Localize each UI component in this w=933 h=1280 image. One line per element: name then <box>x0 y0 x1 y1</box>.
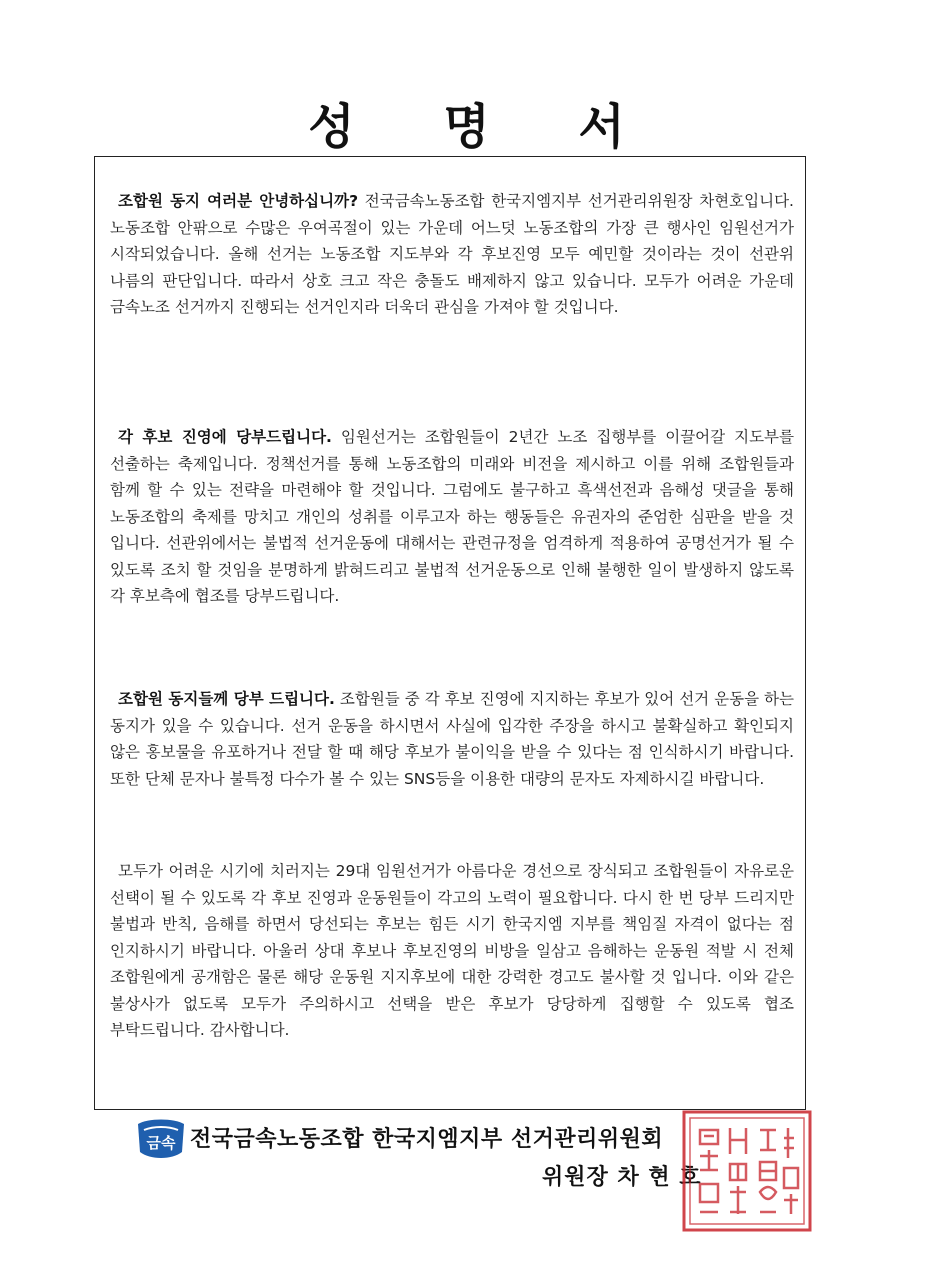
chair-title: 위원장 <box>542 1165 609 1190</box>
chair-name: 차 현 호 <box>617 1165 702 1190</box>
paragraph-lead: 조합원 동지들께 당부 드립니다. <box>118 690 335 708</box>
logo-text: 금속 <box>146 1134 176 1152</box>
document-title: 성 명 서 <box>308 99 661 155</box>
paragraph-members <box>110 686 794 792</box>
paragraph-body: 조합원들 중 각 후보 진영에 지지하는 후보가 있어 선거 운동을 하는 동지가 있을 수 있습니다. 선거 운동을 하시면서 사실에 입각한 주장을 하시고 불확실하고 확인되지 않은 홍보물을 유포하거나 전달 할 때 해당 후보가 불이익을 받을 수 있다는 점 인식하시기 바랍니다. 또한 단체 문자나 불특정 다수가 볼 수 있는 SNS등을 이용한 대량의 문자도 자제하시길 바랍니다. <box>110 690 794 788</box>
paragraph-closing <box>110 858 794 1044</box>
organization-name: 전국금속노동조합 한국지엠지부 선거관리위원회 <box>190 1127 664 1152</box>
metal-union-logo-icon <box>134 1116 188 1162</box>
paragraph-lead: 조합원 동지 여러분 안녕하십니까? <box>118 192 359 210</box>
paragraph-lead: 각 후보 진영에 당부드립니다. <box>118 428 332 446</box>
chair-signature <box>542 1160 702 1191</box>
paragraph-greeting <box>110 188 794 321</box>
official-red-seal-icon <box>680 1108 814 1234</box>
paragraph-body: 임원선거는 조합원들이 2년간 노조 집행부를 이끌어갈 지도부를 선출하는 축제입니다. 정책선거를 통해 노동조합의 미래와 비전을 제시하고 이를 위해 조합원들과 함께 할 수 있는 전략을 마련해야 할 것입니다. 그럼에도 불구하고 흑색선전과 음해성 댓글을 통해 노동조합의 축제를 망치고 개인의 성취를 이루고자 하는 행동들은 유권자의 준엄한 심판을 받을 것 입니다. 선관위에서는 불법적 선거운동에 대해서는 관련규정을 엄격하게 적용하여 공명선거가 될 수 있도록 조치 할 것임을 분명하게 밝혀드리고 불법적 선거운동으로 인해 불행한 일이 발생하지 않도록 각 후보측에 협조를 당부드립니다. <box>110 428 794 605</box>
paragraph-candidates <box>110 424 794 610</box>
paragraph-body: 모두가 어려운 시기에 치러지는 29대 임원선거가 아름다운 경선으로 장식되고 조합원들이 자유로운 선택이 될 수 있도록 각 후보 진영과 운동원들이 각고의 노력이 필요합니다. 다시 한 번 당부 드리지만 불법과 반칙, 음해를 하면서 당선되는 후보는 힘든 시기 한국지엠 지부를 책임질 자격이 없다는 점 인지하시기 바랍니다. 아울러 상대 후보나 후보진영의 비방을 일삼고 음해하는 운동원 적발 시 전체 조합원에게 공개함은 물론 해당 운동원 지지후보에 대한 강력한 경고도 불사할 것 입니다. 이와 같은 불상사가 없도록 모두가 주의하시고 선택을 받은 후보가 당당하게 집행할 수 있도록 협조 부탁드립니다. 감사합니다. <box>110 862 794 1039</box>
paragraph-body: 전국금속노동조합 한국지엠지부 선거관리위원장 차현호입니다. 노동조합 안팎으로 수많은 우여곡절이 있는 가운데 어느덧 노동조합의 가장 큰 행사인 임원선거가 시작되었습니다. 올해 선거는 노동조합 지도부와 각 후보진영 모두 예민할 것이라는 것이 선관위 나름의 판단입니다. 따라서 상호 크고 작은 충돌도 배제하지 않고 있습니다. 모두가 어려운 가운데 금속노조 선거까지 진행되는 선거인지라 더욱더 관심을 가져야 할 것입니다. <box>110 192 794 316</box>
